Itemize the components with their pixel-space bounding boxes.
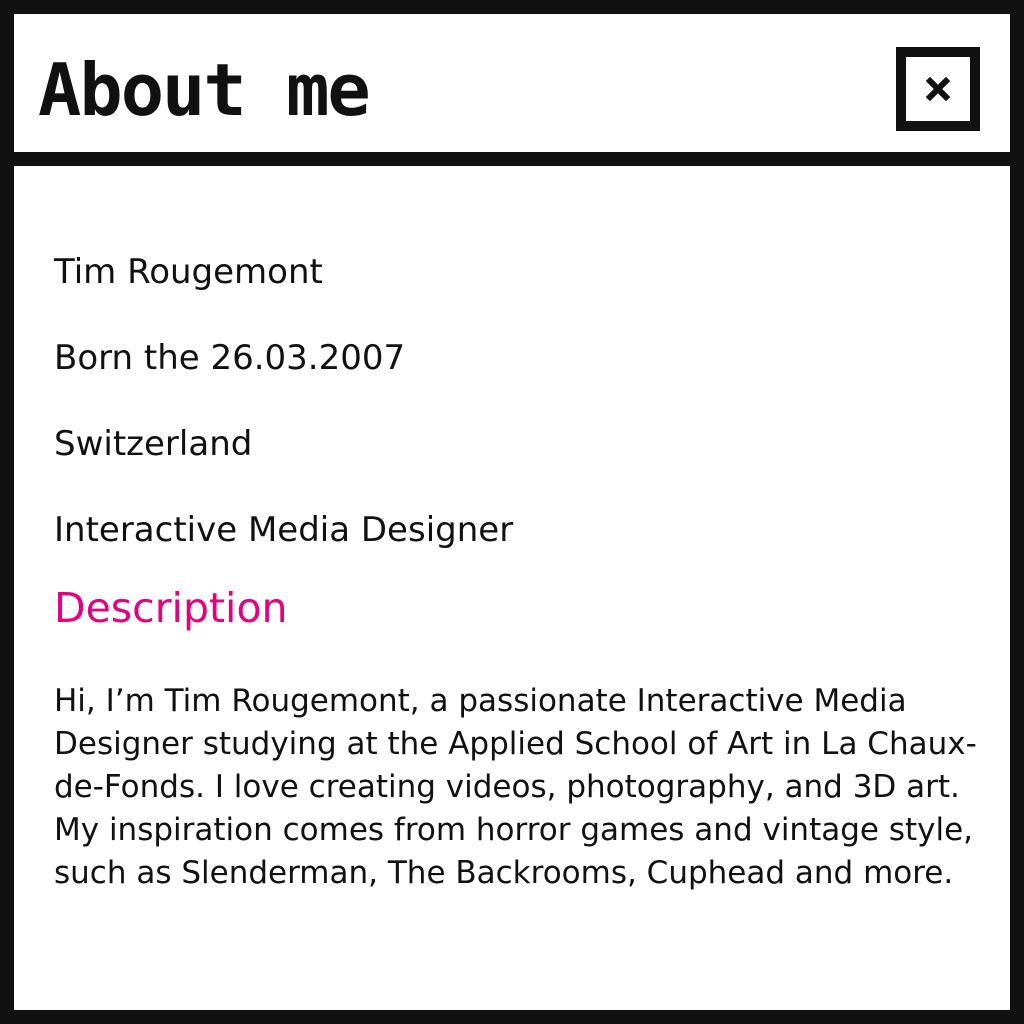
window-titlebar	[14, 14, 1010, 166]
profile-role: Interactive Media Designer	[54, 510, 514, 550]
profile-name: Tim Rougemont	[54, 252, 323, 292]
profile-birth: Born the 26.03.2007	[54, 338, 406, 378]
window-title: About me	[38, 48, 369, 132]
close-button[interactable]	[896, 47, 980, 131]
description-heading: Description	[54, 584, 288, 632]
description-text: Hi, I’m Tim Rougemont, a passionate Interactive Media Designer studying at the Applied School of Art in La Chaux-de-Fonds. I love creating videos, photography, and 3D art. My inspiration comes from horror games and vintage style, such as Slenderman, The Backrooms, Cuphead and more.	[54, 683, 977, 891]
profile-country: Switzerland	[54, 424, 253, 464]
close-icon	[926, 77, 950, 101]
